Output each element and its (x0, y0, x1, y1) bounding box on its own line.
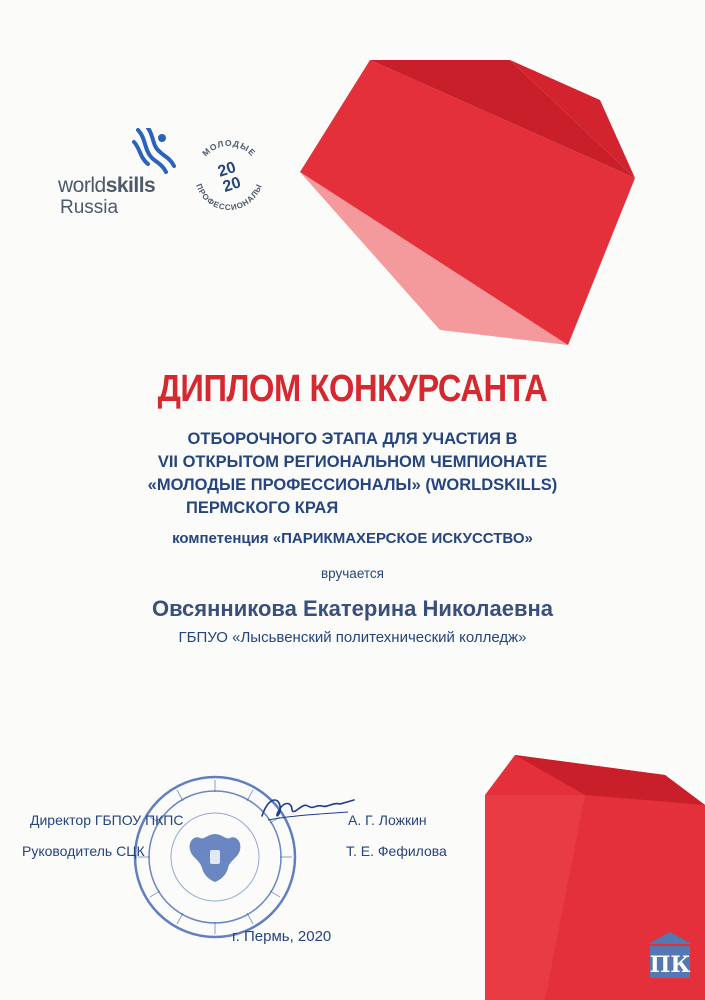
subtitle-line-2: VII ОТКРЫТОМ РЕГИОНАЛЬНОМ ЧЕМПИОНАТЕ (157, 453, 548, 471)
svg-text:20: 20 (215, 158, 239, 181)
head-name: Т. Е. Фефилова (346, 843, 447, 859)
worldskills-flame-icon (132, 128, 176, 174)
city-date: г. Пермь, 2020 (232, 928, 332, 945)
director-name: А. Г. Ложкин (348, 812, 427, 828)
subtitle-line-1: ОТБОРОЧНОГО ЭТАПА ДЛЯ УЧАСТИЯ В (187, 430, 518, 448)
subtitle-line-3: «МОЛОДЫЕ ПРОФЕССИОНАЛЫ» (WORLDSKILLS) (147, 476, 558, 494)
institution-name: ГБПУО «Лысьвенский политехнический колледж» (178, 629, 527, 646)
worldskills-wordmark: worldskills (58, 174, 156, 197)
diploma-title: ДИПЛОМ КОНКУРСАНТА (157, 368, 548, 410)
head-role: Руководитель СЦК (22, 843, 145, 859)
director-role: Директор ГБПОУ ПКПС (30, 812, 184, 828)
svg-text:ПРОФЕССИОНАЛЫ: ПРОФЕССИОНАЛЫ (194, 182, 264, 213)
worldskills-russia-logo (58, 128, 188, 228)
college-corner-logo-icon (646, 930, 694, 982)
subtitle-line-4: ПЕРМСКОГО КРАЯ (186, 499, 339, 517)
svg-text:20: 20 (220, 174, 244, 196)
svg-text:ПК: ПК (649, 952, 691, 978)
red-cube-decoration (300, 60, 640, 345)
recipient-name: Овсянникова Екатерина Николаевна (151, 596, 554, 621)
worldskills-russia-text: Russia (60, 197, 119, 218)
molodye-professionaly-2020-icon (183, 130, 275, 222)
awarded-label: вручается (321, 566, 384, 581)
director-signature (258, 792, 358, 828)
competence-label: компетенция «ПАРИКМАХЕРСКОЕ ИСКУССТВО» (172, 530, 533, 547)
svg-text:МОЛОДЫЕ: МОЛОДЫЕ (200, 137, 258, 159)
